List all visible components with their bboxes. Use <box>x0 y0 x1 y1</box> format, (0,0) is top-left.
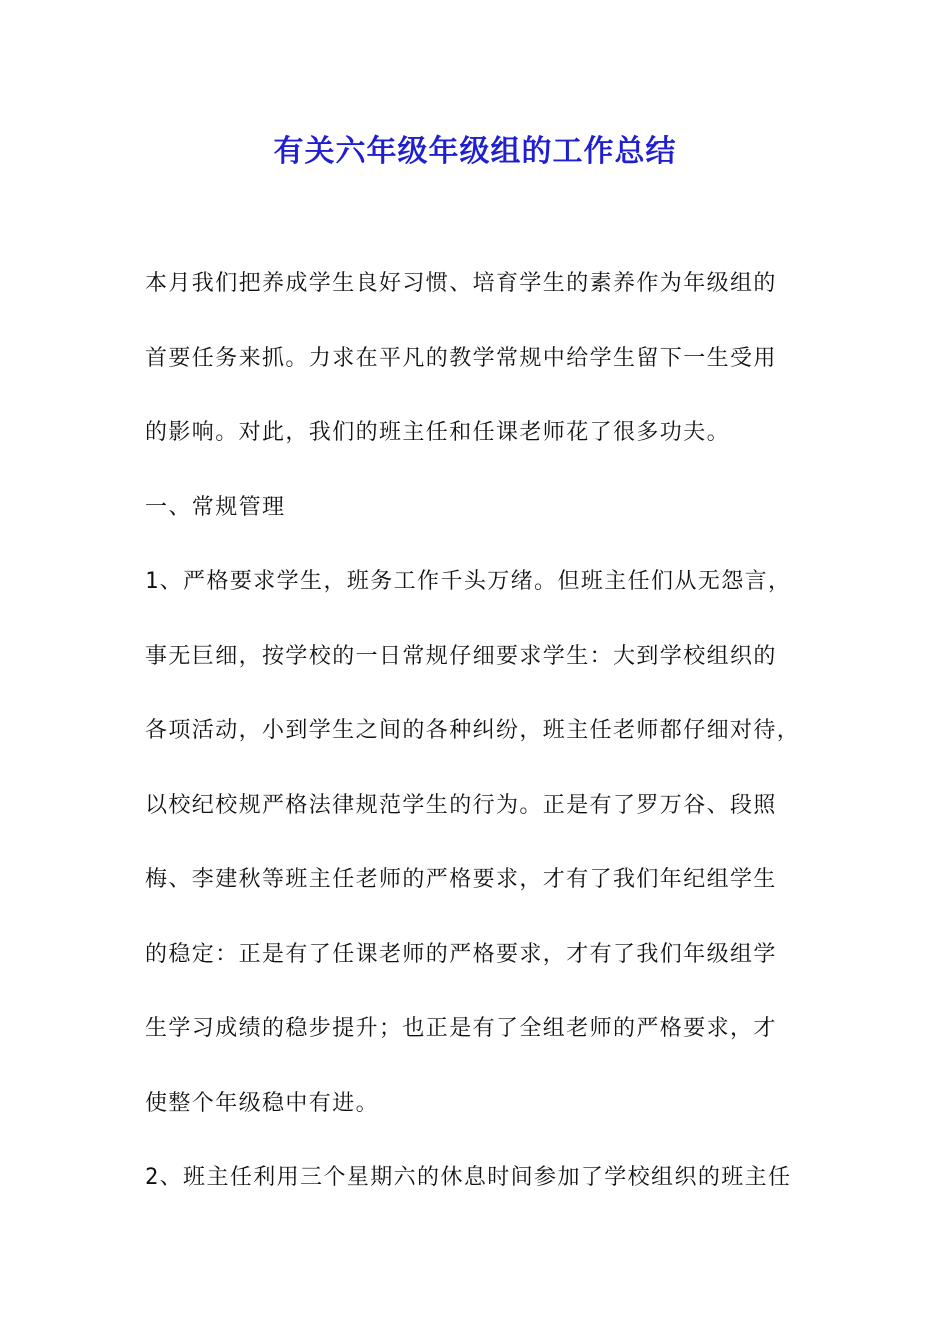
paragraph-line: 各项活动，小到学生之间的各种纠纷，班主任老师都仔细对待， <box>145 718 801 743</box>
section-heading: 一、常规管理 <box>145 494 286 520</box>
paragraph-line: 生学习成绩的稳步提升；也正是有了全组老师的严格要求，才 <box>145 1016 777 1041</box>
paragraph-line: 本月我们把养成学生良好习惯、培育学生的素养作为年级组的 <box>145 271 777 296</box>
paragraph-line: 2、班主任利用三个星期六的休息时间参加了学校组织的班主任 <box>145 1165 792 1190</box>
paragraph-line: 梅、李建秋等班主任老师的严格要求，才有了我们年纪组学生 <box>145 867 777 892</box>
paragraph-line: 以校纪校规严格法律规范学生的行为。正是有了罗万谷、段照 <box>145 792 777 818</box>
document-title: 有关六年级年级组的工作总结 <box>273 134 677 169</box>
paragraph-line: 的稳定：正是有了任课老师的严格要求，才有了我们年级组学 <box>145 941 777 967</box>
paragraph-line: 使整个年级稳中有进。 <box>145 1090 380 1116</box>
paragraph-line: 首要任务来抓。力求在平凡的教学常规中给学生留下一生受用 <box>145 345 777 371</box>
paragraph-line: 1、严格要求学生，班务工作千头万绪。但班主任们从无怨言， <box>145 569 792 594</box>
paragraph-line: 事无巨细，按学校的一日常规仔细要求学生：大到学校组织的 <box>145 643 777 669</box>
document-body <box>145 262 825 1231</box>
paragraph-line: 的影响。对此，我们的班主任和任课老师花了很多功夫。 <box>145 420 731 445</box>
